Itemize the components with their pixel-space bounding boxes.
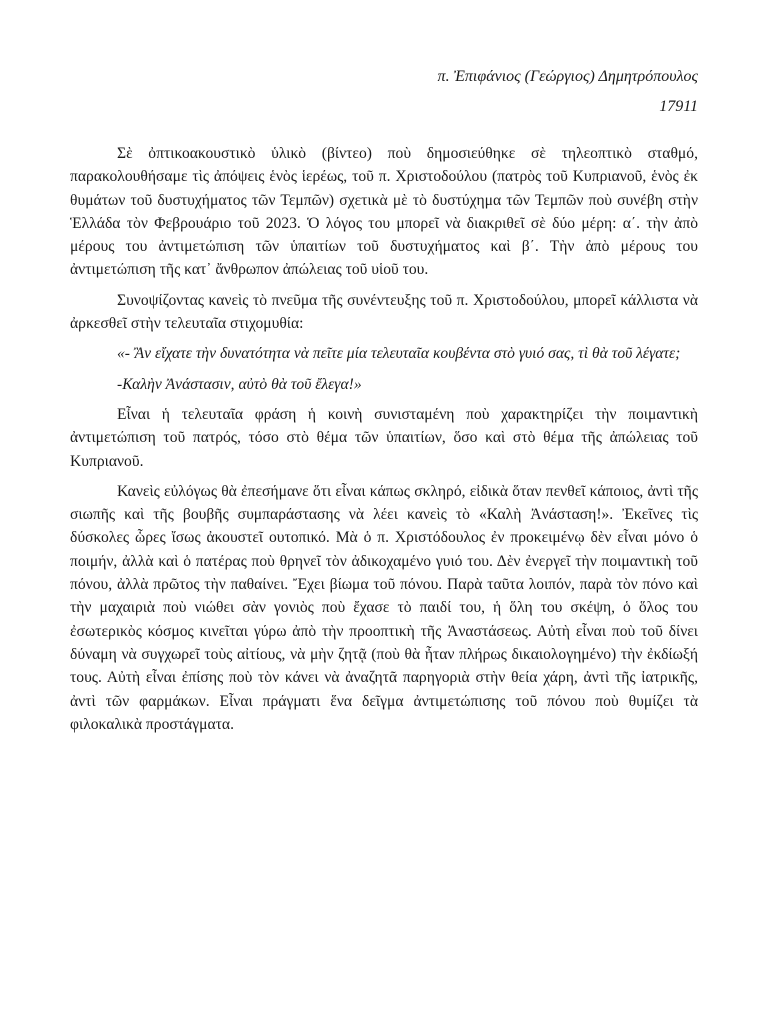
paragraph-summary: Συνοψίζοντας κανεὶς τὸ πνεῦμα τῆς συνέντευξης τοῦ π. Χριστοδούλου, μπορεῖ κάλλιστα νὰ ἀρκεσθεῖ στὴν τελευταῖα στιχομυθία: [70,291,698,333]
dialogue-answer: -Καλὴν Ἀνάστασιν, αὐτὸ θὰ τοῦ ἔλεγα!» [117,375,362,393]
paragraph-intro: Σὲ ὀπτικοακουστικὸ ὑλικὸ (βίντεο) ποὺ δημοσιεύθηκε σὲ τηλεοπτικὸ σταθμό, παρακολουθήσαμε τὶς ἀπόψεις ἑνὸς ἱερέως, τοῦ π. Χριστοδούλου (πατρὸς τοῦ Κυπριανοῦ, ἑνὸς ἐκ θυμάτων τοῦ δυστυχήματος τῶν Τεμπῶν) σχετικὰ μὲ τὸ δυστύχημα τῶν Τεμπῶν ποὺ συνέβη στὴν Ἑλλάδα τὸν Φεβρουάριο τοῦ 2023. Ὁ λόγος του μπορεῖ νὰ διακριθεῖ σὲ δύο μέρη: α΄. τὴν ἀπὸ μέρους του ἀντιμετώπιση τῶν ὑπαιτίων τοῦ δυστυχήματος καὶ β΄. Τὴν ἀπὸ μέρους του ἀντιμετώπιση τῆς κατ᾽ ἄνθρωπον ἀπώλειας τοῦ υἱοῦ του. [70,145,698,279]
document-number: 17911 [659,98,698,115]
paragraph-reflection: Κανεὶς εὐλόγως θὰ ἐπεσήμανε ὅτι εἶναι κάπως σκληρό, εἰδικὰ ὅταν πενθεῖ κάποιος, ἀντὶ τῆς σιωπῆς καὶ τῆς βουβῆς συμπαράστασης νὰ λέει κανεὶς τὸ «Καλὴ Ἀνάσταση!». Ἐκεῖνες τὶς δύσκολες ὧρες ἴσως ἀκουστεῖ ουτοπικό. Μὰ ὁ π. Χριστόδουλος ἐν προκειμένῳ δὲν εἶναι μόνο ὁ ποιμήν, ἀλλὰ καὶ ὁ πατέρας ποὺ θρηνεῖ τὸν ἀδικοχαμένο γυιό του. Δὲν ἐνεργεῖ τὴν ποιμαντικὴ τοῦ πόνου, ἀλλὰ πρῶτος τὴν παθαίνει. Ἔχει βίωμα τοῦ πόνου. Παρὰ ταῦτα λοιπόν, παρὰ τὸν πόνο καὶ τὴν μαχαιριὰ ποὺ νιώθει σὰν γονιὸς ποὺ ἔχασε τὸ παιδί του, ἡ ὅλη του σκέψη, ὁ ὅλος του ἐσωτερικὸς κόσμος κινεῖται γύρω ἀπὸ τὴν προοπτικὴ τῆς Ἀναστάσεως. Αὐτὴ εἶναι ποὺ τοῦ δίνει δύναμη νὰ συγχωρεῖ τοὺς αἰτίους, νὰ μὴν ζητᾷ (ποὺ θὰ ἦταν πλήρως δικαιολογημένο) τὴν ἐκδίωξή τους. Αὐτὴ εἶναι ἐπίσης ποὺ τὸν κάνει νὰ ἀναζητᾶ παρηγοριὰ στὴν θεία χάρη, ἀντὶ τῆς ἰατρικῆς, ἀντὶ τῶν φαρμάκων. Εἶναι πράγματι ἕνα δεῖγμα ἀντιμετώπισης τοῦ πόνου ποὺ θυμίζει τὰ φιλοκαλικὰ προστάγματα. [70,482,698,733]
paragraph-phrase: Εἶναι ἡ τελευταῖα φράση ἡ κοινὴ συνισταμένη ποὺ χαρακτηρίζει τὴν ποιμαντικὴ ἀντιμετώπιση τοῦ πατρός, τόσο στὸ θέμα τῶν ὑπαιτίων, ὅσο καὶ στὸ θέμα τῆς ἀπώλειας τοῦ Κυπριανοῦ. [70,405,698,470]
author-name: π. Ἐπιφάνιος (Γεώργιος) Δημητρόπουλος [437,68,698,85]
document-body [70,142,698,736]
document-header [70,62,698,122]
document-page [70,62,698,743]
dialogue-question: «- Ἂν εἴχατε τὴν δυνατότητα νὰ πεῖτε μία τελευταῖα κουβέντα στὸ γυιό σας, τὶ θὰ τοῦ λέγατε; [117,345,681,363]
